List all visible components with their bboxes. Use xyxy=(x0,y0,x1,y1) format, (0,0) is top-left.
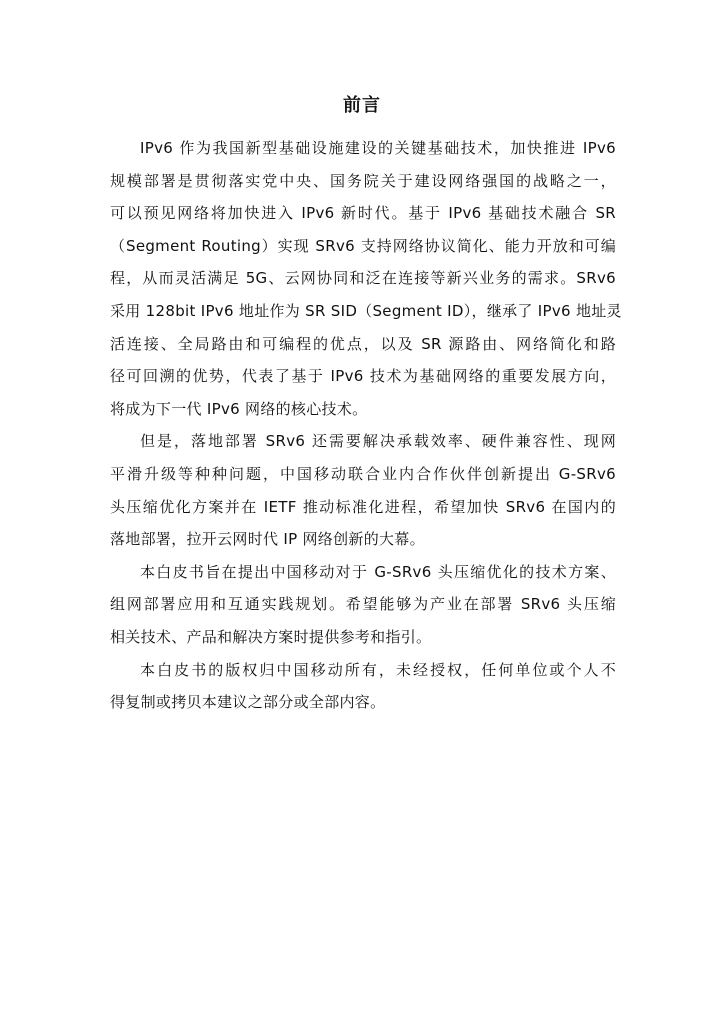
page-title: 前言 xyxy=(343,95,381,116)
paragraph-line: 可以预见网络将加快进入 IPv6 新时代。基于 IPv6 基础技术融合 SR xyxy=(110,204,616,223)
paragraph-line: 平滑升级等种种问题，中国移动联合业内合作伙伴创新提出 G-SRv6 xyxy=(110,464,616,483)
body-text xyxy=(110,132,622,719)
paragraph-4 xyxy=(110,654,616,719)
paragraph-3 xyxy=(110,556,616,654)
paragraph-line: 本白皮书的版权归中国移动所有，未经授权，任何单位或个人不 xyxy=(140,660,616,679)
paragraph-1 xyxy=(110,132,622,425)
paragraph-line: 径可回溯的优势，代表了基于 IPv6 技术为基础网络的重要发展方向， xyxy=(110,367,616,386)
paragraph-line: 相关技术、产品和解决方案时提供参考和指引。 xyxy=(110,627,432,646)
paragraph-line: 活连接、全局路由和可编程的优点，以及 SR 源路由、网络简化和路 xyxy=(110,334,616,353)
paragraph-line: 但是，落地部署 SRv6 还需要解决承载效率、硬件兼容性、现网 xyxy=(140,432,616,451)
paragraph-line: （Segment Routing）实现 SRv6 支持网络协议简化、能力开放和可编 xyxy=(110,236,616,255)
paragraph-line: 组网部署应用和互通实践规划。希望能够为产业在部署 SRv6 头压缩 xyxy=(110,595,616,614)
paragraph-line: 程，从而灵活满足 5G、云网协同和泛在连接等新兴业务的需求。SRv6 xyxy=(110,269,616,288)
paragraph-2 xyxy=(110,425,616,555)
paragraph-line: 得复制或拷贝本建议之部分或全部内容。 xyxy=(110,693,386,712)
paragraph-line: 将成为下一代 IPv6 网络的核心技术。 xyxy=(110,399,368,418)
paragraph-line: 本白皮书旨在提出中国移动对于 G-SRv6 头压缩优化的技术方案、 xyxy=(140,562,616,581)
paragraph-line: 头压缩优化方案并在 IETF 推动标准化进程，希望加快 SRv6 在国内的 xyxy=(110,497,616,516)
paragraph-line: 规模部署是贯彻落实党中央、国务院关于建设网络强国的战略之一， xyxy=(110,171,616,190)
paragraph-line: 采用 128bit IPv6 地址作为 SR SID（Segment ID），继承了 IPv6 地址灵 xyxy=(110,301,622,320)
paragraph-line: 落地部署，拉开云网时代 IP 网络创新的大幕。 xyxy=(110,530,425,549)
paragraph-line: IPv6 作为我国新型基础设施建设的关键基础技术，加快推进 IPv6 xyxy=(140,139,616,157)
